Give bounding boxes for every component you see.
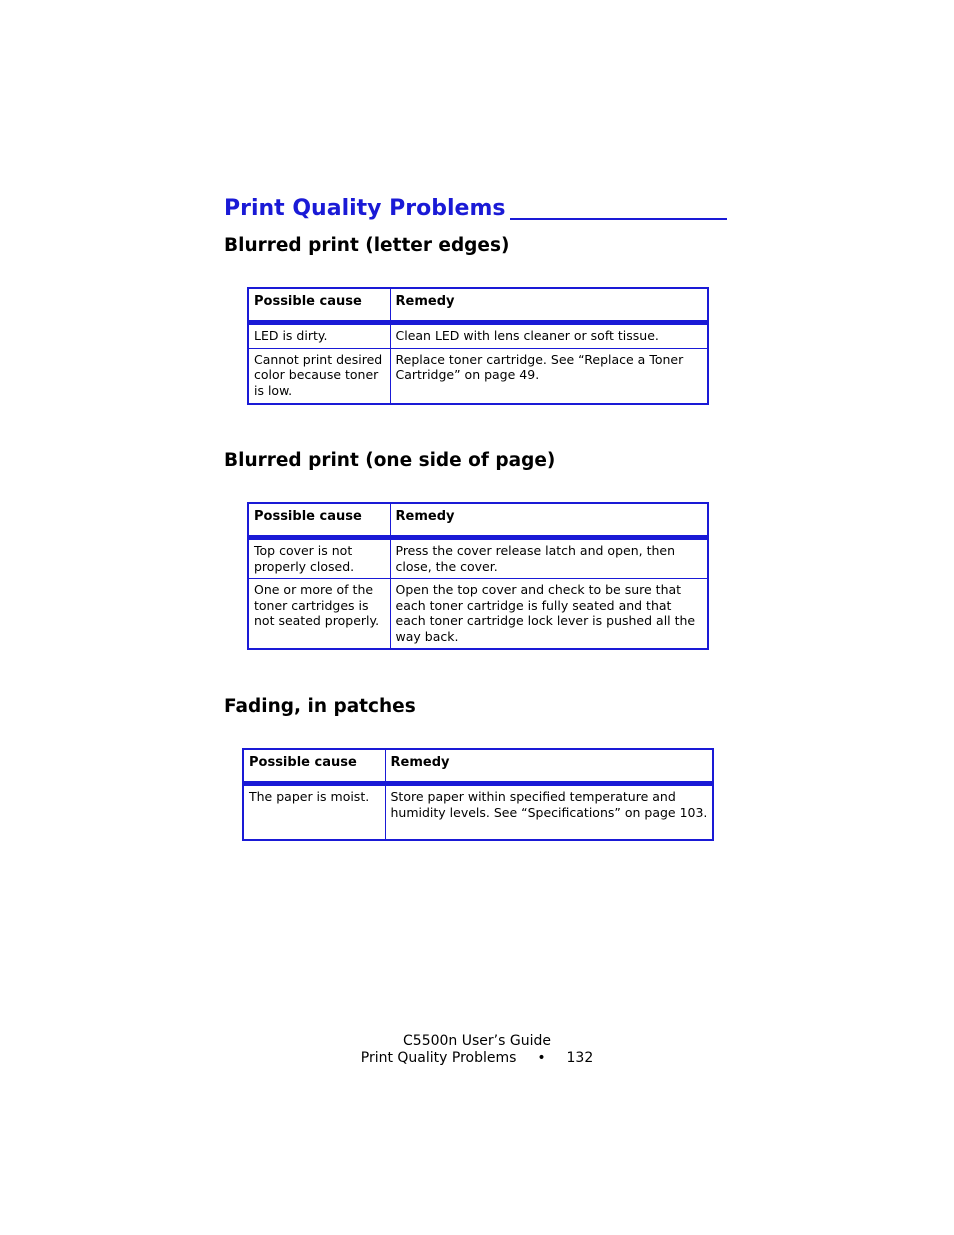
table-row: [243, 784, 713, 840]
column-header-remedy: Remedy: [390, 503, 708, 538]
cause-cell: LED is dirty.: [248, 323, 390, 349]
footer-page-number: 132: [566, 1050, 594, 1066]
table-header-row: [248, 288, 708, 323]
footer-page-info: [0, 1050, 954, 1067]
cause-remedy-table: [247, 287, 709, 405]
footer-guide-title: C5500n User’s Guide: [403, 1033, 551, 1049]
section-heading-blurred-letter-edges: Blurred print (letter edges): [224, 235, 510, 256]
section-heading-blurred-one-side: Blurred print (one side of page): [224, 450, 556, 471]
title-underline-rule: [510, 218, 727, 220]
table-row: [248, 538, 708, 579]
table-row: [248, 348, 708, 404]
cause-remedy-table: [242, 748, 714, 841]
remedy-cell: Replace toner cartridge. See “Replace a Toner Cartridge” on page 49.: [390, 348, 708, 404]
remedy-cell: Clean LED with lens cleaner or soft tissue.: [390, 323, 708, 349]
page-title: Print Quality Problems: [224, 196, 506, 221]
column-header-cause: Possible cause: [248, 288, 390, 323]
column-header-cause: Possible cause: [248, 503, 390, 538]
cause-cell: The paper is moist.: [243, 784, 385, 840]
column-header-cause: Possible cause: [243, 749, 385, 784]
cause-remedy-table: [247, 502, 709, 650]
column-header-remedy: Remedy: [390, 288, 708, 323]
remedy-cell: Store paper within specified temperature and humidity levels. See “Specifications” on page 103.: [385, 784, 713, 840]
remedy-cell: Press the cover release latch and open, then close, the cover.: [390, 538, 708, 579]
column-header-remedy: Remedy: [385, 749, 713, 784]
table-header-row: [243, 749, 713, 784]
cause-cell: Top cover is not properly closed.: [248, 538, 390, 579]
section-heading-fading-patches: Fading, in patches: [224, 696, 416, 717]
cause-cell: Cannot print desired color because toner is low.: [248, 348, 390, 404]
table-row: [248, 579, 708, 650]
footer-section-name: Print Quality Problems: [360, 1050, 517, 1066]
cause-cell: One or more of the toner cartridges is not seated properly.: [248, 579, 390, 650]
remedy-cell: Open the top cover and check to be sure that each toner cartridge is fully seated and that each toner cartridge lock lever is pushed all the way back.: [390, 579, 708, 650]
table-header-row: [248, 503, 708, 538]
table-row: [248, 323, 708, 349]
footer-bullet: •: [537, 1050, 546, 1066]
